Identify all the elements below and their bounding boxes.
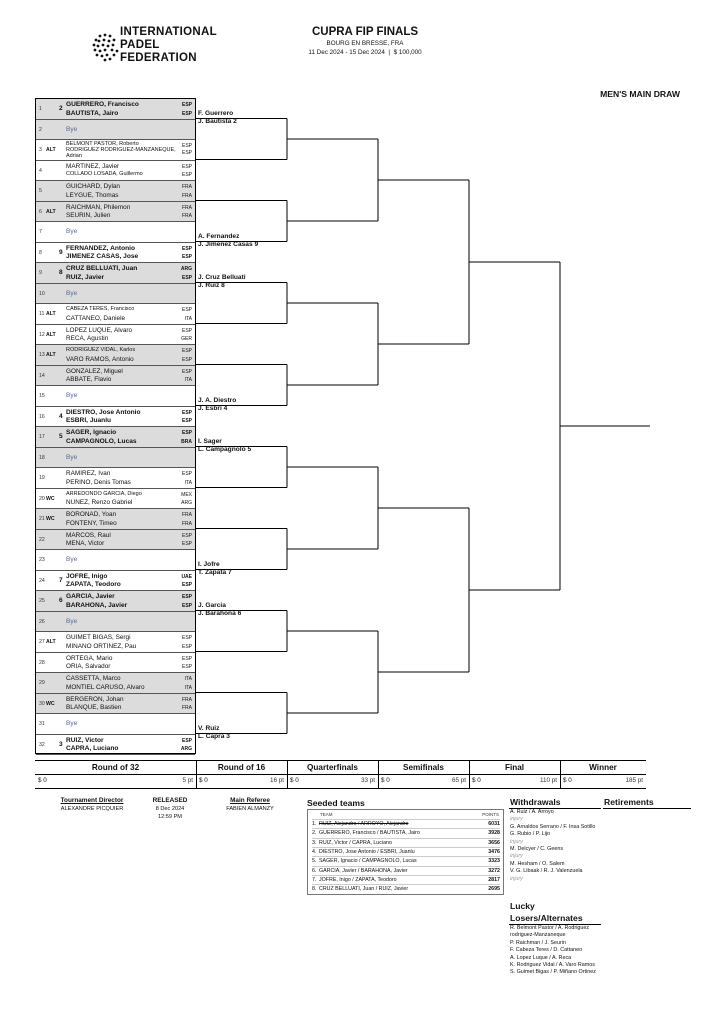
winner-line-1: V. Ruiz — [198, 724, 220, 732]
seed-rank: 7. — [312, 876, 317, 883]
player-name: CRUZ BELLUATI, Juan — [66, 265, 138, 272]
player-name: GARCIA, Javier — [66, 593, 115, 600]
nationality: ESP — [181, 582, 192, 588]
director-name: ALEXANDRE PICQUIER — [60, 806, 124, 812]
nationality: ESP — [181, 356, 192, 363]
player-name: GUIMET BIGAS, Sergi — [66, 634, 131, 641]
entry-type-badge: ALT — [46, 639, 56, 645]
seeded-row — [312, 875, 500, 885]
bye-label: Bye — [66, 289, 78, 297]
nationality: ESP — [181, 418, 192, 424]
player-name: LOPEZ LUQUE, Alvaro — [66, 326, 133, 334]
seeded-row — [312, 884, 500, 894]
winner-line-2: J. Jimenez Casas 9 — [198, 240, 259, 248]
r16-winner — [198, 602, 241, 619]
seeded-points: 3476 — [488, 848, 500, 855]
lucky-loser-item: F. Cabeza Teres / D. Cattaneo — [510, 947, 583, 954]
tournament-prize: $ 100,000 — [393, 49, 422, 56]
seed-number: 4 — [59, 412, 63, 420]
slot-number: 12 — [39, 331, 45, 338]
seeded-col-points: POINTS — [482, 812, 499, 817]
player-name: COLLADO LOSADA, Guillermo — [66, 171, 143, 177]
seeded-team: DIESTRO, Jose Antonio / ESBRI, Juanlu — [319, 848, 415, 855]
winner-line-2: J. Esbri 4 — [198, 404, 228, 412]
slot-number: 14 — [39, 372, 45, 379]
player-name: MIÑANO ORTINEZ, Pau — [66, 642, 137, 650]
slot-number: 24 — [39, 577, 45, 584]
round-prize: $ 0 — [381, 777, 390, 784]
slot-number: 21 — [39, 516, 45, 522]
player-name: BORONAD, Yoan — [66, 511, 117, 518]
lucky-list — [510, 925, 600, 977]
tournament-title: CUPRA FIP FINALS — [311, 26, 419, 38]
seeded-col-team: TEAM — [320, 812, 333, 817]
round-points: 110 pt — [539, 777, 557, 784]
nationality: FRA — [182, 705, 192, 711]
winner-line-2: T. Zapata 7 — [198, 568, 232, 576]
r16-winner — [198, 233, 258, 250]
seed-rank: 1. — [312, 821, 317, 827]
entry-type-badge: ALT — [46, 147, 56, 153]
r16-winner — [198, 397, 236, 414]
seeded-points: 2817 — [488, 876, 500, 883]
player-name: BELMONT PASTOR, Roberto — [66, 141, 139, 147]
round-prize: $ 0 — [563, 777, 572, 784]
nationality: ARG — [181, 500, 192, 506]
round-points: 5 pt — [182, 777, 193, 784]
released-label: RELEASED — [152, 797, 188, 804]
nationality: ESP — [181, 655, 192, 662]
player-name: LEYGUE, Thomas — [66, 191, 119, 199]
slot-number: 23 — [39, 557, 45, 563]
nationality: ESP — [181, 635, 192, 641]
nationality: ESP — [181, 368, 192, 375]
tournament-dates: 11 Dec 2024 - 15 Dec 2024 — [308, 49, 385, 56]
player-name: RODRIGUEZ RODRIGUEZ-MANZANEQUE, Adrian — [66, 147, 176, 159]
winner-line-2: L. Capra 3 — [198, 732, 230, 740]
nationality: ESP — [181, 327, 192, 334]
tournament-location: BOURG EN BRESSE, FRA — [326, 40, 404, 47]
player-name: GONZALEZ, Miguel — [66, 367, 123, 375]
released-date: 8 Dec 2024 — [155, 806, 185, 812]
nationality: FRA — [182, 512, 192, 518]
seed-rank: 5. — [312, 858, 317, 865]
bye-label: Bye — [66, 125, 78, 133]
draw-title: MEN'S MAIN DRAW — [600, 89, 680, 99]
seed-number: 9 — [59, 248, 63, 256]
seed-number: 8 — [59, 269, 63, 276]
winner-line-1: J. Garcia — [198, 601, 226, 609]
nationality: ITA — [184, 377, 192, 383]
player-name: DIESTRO, Jose Antonio — [66, 408, 141, 416]
lucky-loser-item: S. Guimet Bigas / P. Miñano Ortinez — [510, 969, 596, 976]
winner-line-1: A. Fernandez — [198, 232, 240, 240]
nationality: FRA — [182, 520, 192, 527]
referee-label: Main Referee — [230, 797, 270, 804]
seeded-teams-title: Seeded teams — [307, 798, 365, 808]
seeded-row — [312, 866, 500, 876]
player-name: FONTENY, Timeo — [66, 519, 117, 527]
nationality: ESP — [181, 143, 192, 149]
lucky-title-line-1: Lucky — [510, 901, 535, 911]
nationality: ESP — [181, 348, 192, 354]
round-prize: $ 0 — [199, 777, 208, 784]
logo-line-3: FEDERATION — [120, 52, 197, 64]
r16-winner — [198, 110, 237, 127]
seed-rank: 6. — [312, 867, 317, 874]
slot-number: 5 — [39, 188, 42, 194]
player-name: ORIA, Salvador — [66, 663, 111, 670]
nationality: ESP — [181, 110, 192, 117]
round-points: 33 pt — [360, 777, 375, 784]
seed-number: 2 — [59, 105, 63, 112]
slot-number: 20 — [39, 495, 45, 502]
slot-number: 2 — [39, 126, 42, 133]
seed-rank: 3. — [312, 839, 317, 846]
slot-number: 28 — [39, 659, 45, 666]
round-prize: $ 0 — [290, 777, 299, 784]
nationality: ESP — [181, 163, 192, 170]
entry-type-badge: ALT — [46, 311, 56, 317]
slot-number: 29 — [39, 680, 45, 686]
logo-line-2: PADEL — [120, 39, 160, 51]
slot-number: 9 — [39, 270, 42, 276]
player-name: GUERRERO, Francisco — [66, 101, 139, 108]
seed-number: 7 — [59, 576, 63, 584]
player-name: NUÑEZ, Renzo Gabriel — [66, 499, 133, 506]
rounds-footer — [35, 760, 646, 789]
withdrawal-reason: injury — [510, 838, 523, 845]
referee-name: FABIEN ALMANZY — [226, 806, 274, 812]
nationality: ESP — [181, 737, 192, 744]
winner-line-2: J. Bautista 2 — [198, 117, 237, 125]
player-name: ARREDONDO GARCIA, Diego — [66, 490, 142, 497]
player-name: RUIZ, Javier — [66, 273, 105, 281]
nationality: FRA — [182, 192, 192, 199]
nationality: ESP — [181, 430, 192, 436]
nationality: ESP — [181, 274, 192, 281]
slot-number: 6 — [39, 208, 42, 215]
slot-number: 1 — [39, 106, 42, 112]
nationality: ESP — [181, 150, 192, 156]
slot-number: 17 — [39, 434, 45, 440]
lucky-title-line-2: Losers/Alternates — [510, 913, 583, 923]
lucky-loser-item: A. Lopez Luque / A. Reca — [510, 954, 572, 961]
slot-number: 30 — [39, 700, 45, 707]
bye-label: Bye — [66, 228, 78, 235]
slot-number: 27 — [39, 639, 45, 645]
round-name: Final — [504, 763, 525, 772]
nationality: FRA — [182, 213, 192, 219]
player-name: CAPRA, Luciano — [66, 745, 119, 752]
nationality: UAE — [181, 573, 192, 580]
player-name: CAMPAGNOLO, Lucas — [66, 437, 137, 445]
player-name: MARTINEZ, Javier — [66, 162, 120, 170]
player-name: BAUTISTA, Jairo — [66, 109, 119, 117]
player-name: BARAHONA, Javier — [66, 601, 128, 609]
lucky-loser-item: K. Rodriguez Vidal / A. Varo Ramos — [510, 962, 595, 969]
player-name: FERNANDEZ, Antonio — [66, 244, 135, 252]
nationality: FRA — [182, 204, 192, 211]
nationality: ARG — [180, 746, 192, 752]
nationality: ESP — [181, 532, 192, 539]
seeded-points: 6031 — [488, 821, 500, 827]
winner-line-2: J. Barahona 6 — [198, 609, 242, 617]
slot-number: 7 — [39, 229, 42, 235]
player-name: CABEZA TERES, Francisco — [66, 306, 135, 312]
bye-label: Bye — [66, 392, 78, 399]
round-prize: $ 0 — [472, 777, 481, 784]
withdrawal-item: M. Delcyer / C. Geens — [510, 846, 564, 853]
player-name: MARCOS, Raul — [66, 531, 111, 539]
winner-line-1: I. Jofre — [198, 560, 220, 568]
seeded-row — [312, 828, 500, 838]
withdrawals-list — [510, 809, 600, 883]
seeded-points: 3656 — [488, 839, 500, 846]
player-name: CASSETTA, Marco — [66, 675, 121, 682]
withdrawal-reason: injury — [510, 816, 523, 823]
seed-rank: 2. — [312, 830, 317, 837]
player-name: BLANQUE, Bastien — [66, 704, 122, 711]
bye-label: Bye — [66, 720, 78, 727]
slot-number: 3 — [39, 147, 42, 153]
slot-number: 4 — [39, 167, 42, 174]
seeded-teams-table — [307, 809, 504, 895]
player-name: JOFRE, Inigo — [66, 572, 108, 580]
nationality: ESP — [181, 409, 192, 416]
seeded-points: 3928 — [488, 830, 500, 837]
seeded-points: 3323 — [488, 858, 500, 865]
player-name: RUIZ, Victor — [66, 736, 104, 744]
nationality: ITA — [184, 315, 192, 322]
nationality: ESP — [181, 594, 192, 600]
retirements-title: Retirements — [604, 797, 654, 807]
withdrawal-reason: injury — [510, 853, 523, 860]
round-header-rule — [35, 774, 646, 775]
slot-number: 26 — [39, 618, 45, 625]
round-points: 185 pt — [625, 777, 643, 784]
nationality: ITA — [184, 676, 192, 682]
nationality: ITA — [184, 684, 192, 691]
logo-line-1: INTERNATIONAL — [120, 26, 217, 38]
seed-number: 5 — [59, 433, 63, 440]
winner-line-1: J. A. Diestro — [198, 396, 237, 404]
winner-line-2: J. Ruiz 8 — [198, 281, 225, 289]
player-name: ABBATE, Flavio — [66, 376, 112, 383]
nationality: FRA — [182, 696, 192, 703]
withdrawal-item: G. Rubio / P. Lijo — [510, 831, 551, 838]
nationality: ITA — [184, 479, 192, 486]
slot-number: 11 — [39, 311, 45, 317]
player-name: GUICHARD, Dylan — [66, 183, 120, 190]
entry-type-badge: WC — [46, 495, 55, 502]
slot-number: 31 — [39, 721, 45, 727]
released-time: 12:59 PM — [158, 814, 182, 820]
withdrawal-reason: injury — [510, 875, 523, 882]
nationality: ESP — [181, 471, 192, 477]
withdrawal-item: G. Arnaldos Serrano / F. Insa Sotillo — [510, 823, 596, 830]
nationality: ESP — [181, 541, 192, 547]
entry-type-badge: WC — [46, 700, 55, 707]
withdrawal-item: A. Ruiz / A. Arroyo — [510, 809, 554, 815]
player-name: BERGERON, Johan — [66, 695, 124, 703]
slot-number: 19 — [39, 475, 45, 481]
withdrawals-title: Withdrawals — [510, 797, 561, 807]
seeded-team: RUIZ, Victor / CAPRA, Luciano — [319, 839, 392, 846]
player-name: VARO RAMOS, Antonio — [66, 355, 134, 363]
seeded-row — [312, 838, 500, 848]
winner-line-1: I. Sager — [198, 437, 222, 445]
nationality: ESP — [181, 245, 192, 252]
director-label: Tournament Director — [60, 797, 124, 804]
round-name: Round of 16 — [217, 763, 266, 772]
withdrawal-item: M. Hesham / O. Salem — [510, 860, 565, 867]
slot-number: 13 — [39, 352, 45, 358]
seeded-points: 3272 — [488, 867, 500, 874]
r16-winner — [198, 438, 251, 455]
seeded-row — [312, 856, 500, 866]
r16-winner — [198, 725, 230, 742]
player-name: SAGER, Ignacio — [66, 429, 117, 436]
round-name: Winner — [589, 763, 617, 772]
nationality: MEX — [181, 491, 192, 498]
nationality: GER — [181, 336, 192, 342]
player-name: RODRIGUEZ VIDAL, Karlos — [66, 347, 136, 353]
nationality: FRA — [182, 184, 192, 190]
slot-number: 18 — [39, 454, 45, 461]
seed-number: 3 — [59, 740, 63, 748]
r16-winner — [198, 274, 246, 291]
round-name: Quarterfinals — [307, 763, 358, 772]
player-name: RECA, Agustin — [66, 335, 109, 342]
lucky-loser-item: P. Raichman / J. Seurin — [510, 939, 566, 946]
slot-number: 15 — [39, 393, 45, 399]
seed-rank: 4. — [312, 848, 317, 855]
entry-type-badge: WC — [46, 516, 55, 522]
player-name: MENA, Victor — [66, 540, 105, 547]
player-name: CATTANEO, Daniele — [66, 314, 126, 322]
round-name: Semifinals — [403, 763, 444, 772]
nationality: ESP — [181, 254, 192, 260]
round-points: 65 pt — [451, 777, 466, 784]
slot-number: 8 — [39, 249, 42, 256]
seeded-team: JOFRE, Inigo / ZAPATA, Teodoro — [319, 876, 397, 883]
entry-type-badge: ALT — [46, 331, 56, 338]
slot-number: 10 — [39, 290, 45, 297]
slot-number: 32 — [39, 741, 45, 748]
seed-number: 6 — [59, 597, 63, 604]
seeded-row — [312, 819, 500, 829]
player-name: SEURIN, Julien — [66, 212, 111, 219]
nationality: ESP — [181, 172, 192, 178]
player-name: ZAPATA, Teodoro — [66, 581, 121, 588]
seed-rank: 8. — [312, 886, 317, 893]
seeded-team: SAGER, Ignacio / CAMPAGNOLO, Lucas — [319, 858, 417, 865]
entry-type-badge: ALT — [46, 208, 56, 215]
bye-label: Bye — [66, 453, 78, 461]
slot-number: 16 — [39, 413, 45, 420]
winner-line-1: F. Guerrero — [198, 109, 234, 117]
player-name: ESBRI, Juanlu — [66, 417, 112, 424]
nationality: ESP — [181, 602, 192, 609]
winner-line-2: L. Campagnolo 5 — [198, 445, 252, 453]
slot-number: 22 — [39, 536, 45, 543]
lucky-loser-item: R. Belmont Pastor / A. Rodriguez rodriguez-Manzaneque — [510, 925, 590, 939]
seeded-team: GARCIA, Javier / BARAHONA, Javier — [319, 867, 408, 874]
r16-winner — [198, 561, 232, 578]
round-name: Round of 32 — [91, 763, 140, 772]
seeded-team: RUIZ, Alejandro / ARROYO, Alejandro — [319, 821, 409, 827]
tournament-dates-prize: 11 Dec 2024 - 15 Dec 2024 | $ 100,000 — [308, 49, 422, 56]
nationality: ARG — [180, 266, 192, 272]
slot-number: 25 — [39, 598, 45, 604]
nationality: BRA — [181, 438, 192, 445]
withdrawal-item: V. G. Libaak / R. J. Valenzuela — [510, 868, 583, 875]
player-name: JIMENEZ CASAS, Jose — [66, 253, 139, 260]
round-prize: $ 0 — [38, 777, 47, 784]
nationality: ESP — [181, 102, 192, 108]
bye-label: Bye — [66, 617, 78, 625]
seeded-team: CRUZ BELLUATI, Juan / RUIZ, Javier — [319, 886, 409, 893]
nationality: ESP — [181, 643, 192, 650]
seeded-row — [312, 847, 500, 857]
nationality: ESP — [181, 307, 192, 313]
entry-type-badge: ALT — [46, 352, 56, 358]
player-name: ORTEGA, Mario — [66, 654, 113, 662]
winner-line-1: J. Cruz Belluati — [198, 273, 246, 281]
seeded-team: GUERRERO, Francisco / BAUTISTA, Jairo — [319, 830, 420, 837]
retirements-rule — [603, 808, 691, 809]
player-name: RAICHMAN, Philemon — [66, 203, 131, 211]
round-points: 16 pt — [269, 777, 284, 784]
player-name: MONTIEL CARUSO, Alvaro — [66, 683, 145, 691]
player-name: RAMIREZ, Ivan — [66, 470, 111, 477]
player-name: PERINO, Denis Tomas — [66, 478, 131, 486]
seeded-points: 2695 — [488, 886, 500, 893]
bye-label: Bye — [66, 556, 78, 563]
nationality: ESP — [181, 664, 192, 670]
